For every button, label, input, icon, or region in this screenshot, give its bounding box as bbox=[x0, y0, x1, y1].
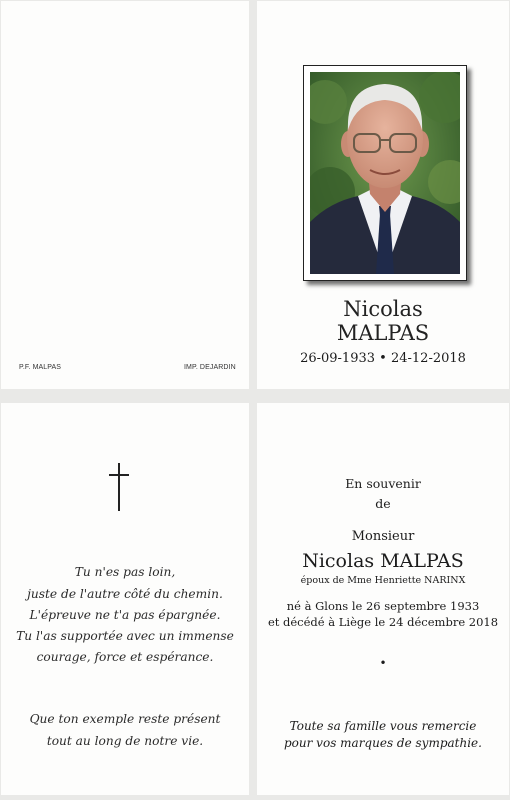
card-back-panel bbox=[1, 1, 249, 389]
death-date: 24-12-2018 bbox=[390, 351, 466, 366]
funeral-director-credit: P.F. MALPAS bbox=[19, 364, 62, 371]
poem-line: courage, force et espérance. bbox=[36, 650, 214, 664]
portrait-photo-frame bbox=[303, 65, 467, 281]
memorial-intro: En souvenir bbox=[345, 476, 421, 491]
memorial-honorific: Monsieur bbox=[351, 529, 415, 544]
memorial-spouse: époux de Mme Henriette NARINX bbox=[300, 575, 466, 586]
birth-date: 26-09-1933 bbox=[300, 351, 376, 366]
front-dates bbox=[257, 351, 509, 366]
memorial-intro-de: de bbox=[375, 496, 391, 511]
card-front-panel bbox=[257, 1, 509, 389]
cross-icon bbox=[118, 463, 120, 511]
poem-closing-line: Que ton exemple reste présent bbox=[29, 712, 221, 726]
printer-credit: IMP. DEJARDIN bbox=[184, 364, 236, 371]
front-last-name: MALPAS bbox=[336, 321, 430, 345]
poem-line: juste de l'autre côté du chemin. bbox=[27, 587, 223, 601]
poem-line: Tu n'es pas loin, bbox=[74, 565, 176, 579]
memorial-thanks: Toute sa famille vous remercie bbox=[289, 719, 477, 733]
portrait-photo bbox=[310, 72, 460, 274]
memorial-bullet: • bbox=[379, 656, 387, 670]
cross-icon-bar bbox=[109, 474, 129, 476]
front-first-name: Nicolas bbox=[343, 297, 423, 321]
poem-line: Tu l'as supportée avec un immense bbox=[16, 629, 234, 643]
poem-closing-line: tout au long de notre vie. bbox=[46, 734, 204, 748]
date-separator: • bbox=[379, 351, 387, 366]
memorial-birth: né à Glons le 26 septembre 1933 bbox=[286, 599, 480, 613]
memorial-death: et décédé à Liège le 24 décembre 2018 bbox=[267, 615, 499, 629]
poem-line: L'épreuve ne t'a pas épargnée. bbox=[29, 608, 221, 622]
memorial-thanks-2: pour vos marques de sympathie. bbox=[284, 736, 482, 750]
portrait-illustration bbox=[310, 72, 460, 274]
memorial-full-name: Nicolas MALPAS bbox=[302, 550, 464, 572]
